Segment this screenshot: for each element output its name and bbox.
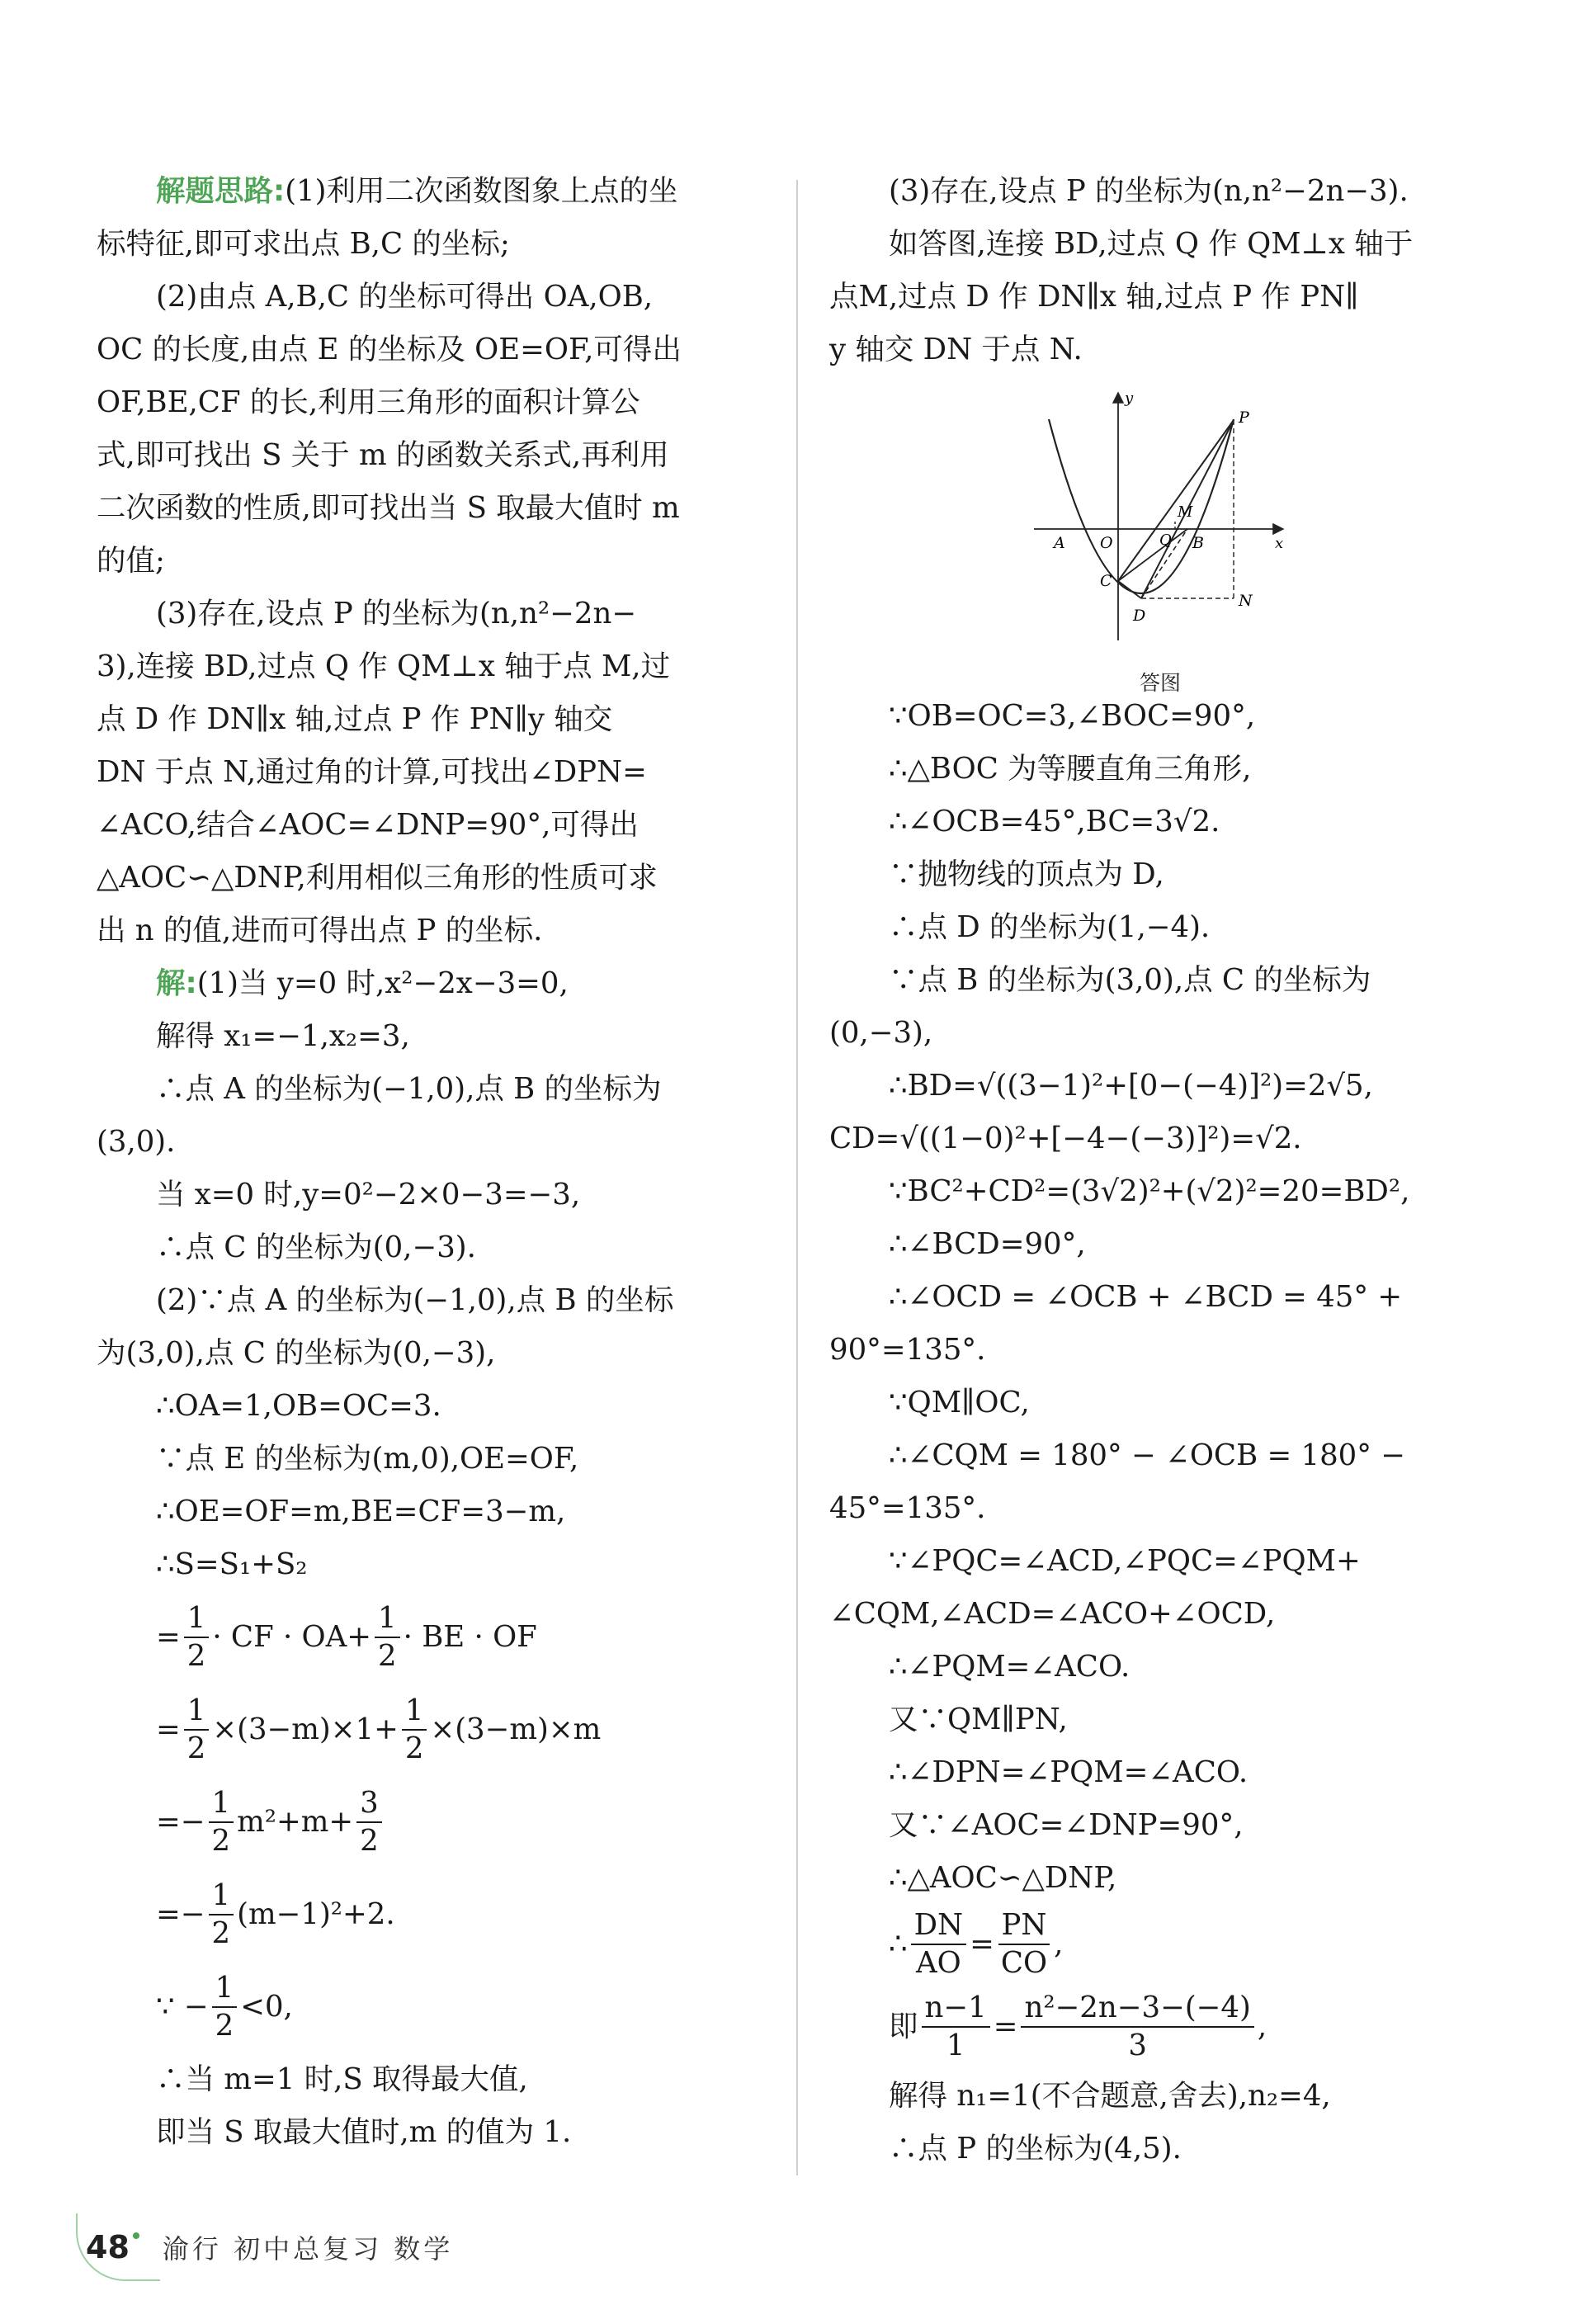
label-b: B — [1192, 534, 1204, 552]
line-cb — [1118, 529, 1187, 581]
analysis-line: 点 D 作 DN∥x 轴,过点 P 作 PN∥y 轴交 — [97, 702, 613, 736]
accent-dot-icon — [133, 2232, 139, 2239]
fraction: $\frac{1}{2}$ — [184, 1693, 210, 1767]
label-m: M — [1178, 503, 1193, 521]
page-footer — [86, 2218, 453, 2276]
analysis-line: (2)由点 A,B,C 的坐标可得出 OA,OB, — [156, 280, 654, 314]
label-x: x — [1275, 535, 1284, 552]
solution-line: 当 x=0 时,y=0²−2×0−3=−3, — [156, 1178, 581, 1212]
analysis-line: 解题思路:(1)利用二次函数图象上点的坐 — [156, 174, 678, 208]
text-line: (3)存在,设点 P 的坐标为(n,n²−2n−3). — [889, 174, 1409, 208]
fraction: $\frac{1}{2}$ — [209, 1785, 234, 1859]
equation-line: = $\frac{1}{2}$ ×(3−m)×1+ $\frac{1}{2}$ ×(3−m)×m — [156, 1693, 602, 1765]
proof-line: ∵QM∥OC, — [889, 1386, 1030, 1419]
line-cd — [1118, 581, 1141, 598]
proof-line: ∴∠OCB=45°,BC=3√2. — [889, 805, 1220, 838]
proof-line: (0,−3), — [829, 1016, 933, 1050]
parabola-diagram — [1027, 385, 1308, 649]
proof-line: 45°=135°. — [829, 1491, 986, 1525]
analysis-line: △AOC∽△DNP,利用相似三角形的性质可求 — [97, 861, 658, 895]
solution-line: 即当 S 取最大值时,m 的值为 1. — [156, 2115, 572, 2149]
proof-line: 90°=135°. — [829, 1333, 986, 1367]
fraction: $\frac{n-1}{1}$ — [922, 1990, 990, 2064]
proof-line: ∴点 D 的坐标为(1,−4). — [889, 910, 1211, 944]
label-c: C — [1100, 572, 1112, 590]
solution-line: (2)∵点 A 的坐标为(−1,0),点 B 的坐标 — [156, 1283, 674, 1317]
ratio-line: ∴ $\frac{DN}{AO}$ = $\frac{PN}{CO}$ , — [889, 1908, 1064, 1980]
analysis-label: 解题思路: — [156, 174, 286, 208]
analysis-line: OC 的长度,由点 E 的坐标及 OE=OF,可得出 — [97, 333, 682, 366]
solution-label: 解: — [156, 966, 197, 1000]
footer-title: 渝行 初中总复习 数学 — [162, 2233, 454, 2265]
proof-line: 解得 n₁=1(不合题意,舍去),n₂=4, — [889, 2079, 1331, 2113]
solution-line: ∴OA=1,OB=OC=3. — [156, 1389, 441, 1423]
line-cp — [1118, 420, 1234, 581]
fraction: $\frac{PN}{CO}$ — [998, 1907, 1050, 1982]
ratio-line: 即 $\frac{n-1}{1}$ = $\frac{\text{n²−2n−3−(−4)}}{3}$ , — [889, 1991, 1267, 2062]
label-o: O — [1100, 534, 1113, 552]
solution-line: ∴点 A 的坐标为(−1,0),点 B 的坐标为 — [156, 1072, 662, 1106]
fraction: $\frac{1}{2}$ — [184, 1600, 210, 1675]
proof-line: ∴BD=√((3−1)²+[0−(−4)]²)=2√5, — [889, 1069, 1373, 1103]
analysis-line: 标特征,即可求出点 B,C 的坐标; — [97, 227, 510, 261]
analysis-line: 出 n 的值,进而可得出点 P 的坐标. — [97, 914, 543, 947]
analysis-line: 的值; — [97, 544, 165, 578]
page-number: 48 — [86, 2229, 130, 2265]
proof-line: 又∵QM∥PN, — [889, 1703, 1068, 1736]
column-divider — [796, 180, 798, 2175]
proof-line: ∵∠PQC=∠ACD,∠PQC=∠PQM+ — [889, 1544, 1361, 1578]
proof-line: ∵抛物线的顶点为 D, — [889, 857, 1164, 891]
proof-line: ∴点 P 的坐标为(4,5). — [889, 2132, 1182, 2166]
text-line: y 轴交 DN 于点 N. — [829, 333, 1083, 366]
analysis-line: 二次函数的性质,即可找出当 S 取最大值时 m — [97, 491, 680, 525]
figure-caption: 答图 — [1140, 671, 1182, 695]
proof-line: ∠CQM,∠ACD=∠ACO+∠OCD, — [829, 1597, 1276, 1631]
analysis-line: 式,即可找出 S 关于 m 的函数关系式,再利用 — [97, 438, 669, 472]
fraction: $\frac{1}{2}$ — [209, 1878, 234, 1952]
equation-line: = $\frac{1}{2}$ · CF · OA+ $\frac{1}{2}$ · BE · OF — [156, 1601, 537, 1673]
solution-line: 为(3,0),点 C 的坐标为(0,−3), — [97, 1336, 496, 1370]
label-p: P — [1239, 409, 1249, 427]
solution-line: ∴S=S₁+S₂ — [156, 1547, 308, 1581]
fraction: $\frac{1}{2}$ — [375, 1600, 400, 1675]
solution-line: 解得 x₁=−1,x₂=3, — [156, 1019, 410, 1053]
analysis-line: 3),连接 BD,过点 Q 作 QM⊥x 轴于点 M,过 — [97, 649, 671, 683]
solution-line: ∴点 C 的坐标为(0,−3). — [156, 1230, 476, 1264]
analysis-line: OF,BE,CF 的长,利用三角形的面积计算公 — [97, 385, 640, 419]
solution-line: (3,0). — [97, 1125, 176, 1159]
equation-line: =− $\frac{1}{2}$ (m−1)²+2. — [156, 1878, 395, 1950]
solution-line: ∴当 m=1 时,S 取得最大值, — [156, 2062, 528, 2096]
proof-line: ∴∠CQM = 180° − ∠OCB = 180° − — [889, 1438, 1406, 1472]
proof-line: ∵点 B 的坐标为(3,0),点 C 的坐标为 — [889, 963, 1371, 997]
text-line: 点M,过点 D 作 DN∥x 轴,过点 P 作 PN∥ — [829, 280, 1359, 314]
fraction: $\frac{1}{2}$ — [212, 1970, 238, 2044]
label-q: Q — [1159, 531, 1172, 549]
equation-line: ∵ − $\frac{1}{2}$ <0, — [156, 1971, 293, 2043]
proof-line: ∴∠DPN=∠PQM=∠ACO. — [889, 1755, 1249, 1789]
fraction: $\frac{1}{2}$ — [402, 1693, 427, 1767]
proof-line: ∴△AOC∽△DNP, — [889, 1861, 1117, 1895]
parabola-curve — [1049, 419, 1234, 593]
label-a: A — [1054, 534, 1065, 552]
analysis-line: (3)存在,设点 P 的坐标为(n,n²−2n− — [156, 597, 637, 631]
proof-line: ∴△BOC 为等腰直角三角形, — [889, 752, 1252, 786]
left-column — [97, 165, 765, 2159]
label-n: N — [1239, 592, 1253, 610]
proof-line: ∴∠BCD=90°, — [889, 1227, 1086, 1261]
fraction: $\frac{3}{2}$ — [356, 1785, 382, 1859]
proof-line: CD=√((1−0)²+[−4−(−3)]²)=√2. — [829, 1122, 1302, 1155]
fraction: $\frac{DN}{AO}$ — [911, 1907, 967, 1982]
parabola-figure — [829, 385, 1494, 695]
proof-line: 又∵∠AOC=∠DNP=90°, — [889, 1808, 1244, 1842]
text-line: 如答图,连接 BD,过点 Q 作 QM⊥x 轴于 — [889, 227, 1414, 261]
proof-line: ∴∠OCD = ∠OCB + ∠BCD = 45° + — [889, 1280, 1403, 1314]
solution-line: ∵点 E 的坐标为(m,0),OE=OF, — [156, 1442, 579, 1476]
proof-line: ∴∠PQM=∠ACO. — [889, 1650, 1130, 1684]
proof-line: ∵BC²+CD²=(3√2)²+(√2)²=20=BD², — [889, 1174, 1410, 1208]
analysis-line: ∠ACO,结合∠AOC=∠DNP=90°,可得出 — [97, 808, 639, 842]
analysis-line: DN 于点 N,通过角的计算,可找出∠DPN= — [97, 755, 647, 789]
solution-line: ∴OE=OF=m,BE=CF=3−m, — [156, 1495, 566, 1528]
right-column — [829, 165, 1494, 2175]
solution-line: 解:(1)当 y=0 时,x²−2x−3=0, — [156, 966, 569, 1000]
fraction: $\frac{\text{n²−2n−3−(−4)}}{3}$ — [1021, 1990, 1253, 2064]
equation-line: =− $\frac{1}{2}$ m²+m+ $\frac{3}{2}$ — [97, 1776, 765, 1868]
proof-line: ∵OB=OC=3,∠BOC=90°, — [889, 699, 1256, 733]
label-d: D — [1133, 607, 1146, 625]
label-y: y — [1125, 390, 1134, 407]
